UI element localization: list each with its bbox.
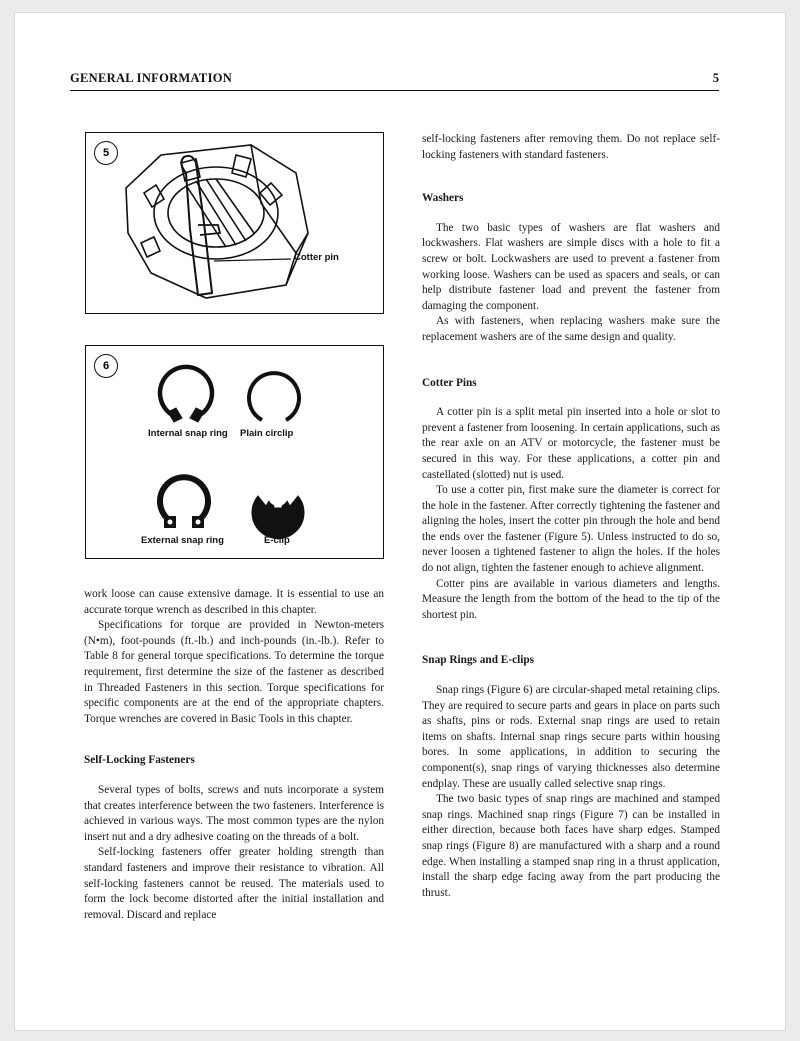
section-heading: Snap Rings and E-clips: [422, 654, 535, 667]
snap-ring-illustrations: [86, 346, 383, 558]
paragraph: Cotter pins are available in various diameters and lengths. Measure the length from the bottom of the head to the tip of the shortest pin.: [422, 577, 720, 621]
cotter-pin-label: Cotter pin: [294, 252, 339, 263]
paragraph: self-locking fasteners after removing them. Do not replace self-locking fasteners with standard fasteners.: [422, 133, 720, 161]
header-title: GENERAL INFORMATION: [70, 71, 233, 85]
figure-number: 5: [94, 141, 118, 165]
paragraph: A cotter pin is a split metal pin inserted into a hole or slot to prevent a fastener from loosening. In certain applications, such as the rear axle on an ATV or motorcycle, the fastener must be secured in this way. For these applications, a cotter pin and castellated (slotted) nut is used.: [422, 406, 720, 481]
right-column-text: [422, 132, 720, 901]
paragraph: Self-locking fasteners offer greater holding strength than standard fasteners and improve their resistance to vibration. All self-locking fasteners cannot be reused. The materials used to form the lock become distorted after the initial installation and removal. Discard and replace: [84, 846, 384, 921]
section-heading: Self-Locking Fasteners: [84, 754, 195, 767]
figure-number: 6: [94, 354, 118, 378]
external-snap-ring-label: External snap ring: [141, 535, 224, 546]
paragraph: Snap rings (Figure 6) are circular-shaped metal retaining clips. They are required to secure parts and gears in place on parts such as shafts, pins or rods. External snap rings are used to retain items on shafts. Internal snap rings secure parts within housing bores. In some applications, in addition to securing the component(s), snap rings of varying thicknesses also determine endplay. These are usually called selective snap rings.: [422, 684, 720, 790]
plain-circlip-label: Plain circlip: [240, 428, 294, 439]
figure-6-snap-rings: [85, 345, 384, 559]
paragraph: Several types of bolts, screws and nuts incorporate a system that creates interference between the two fasteners. Interference is achieved in various ways. The most common types are the nylon insert nut and a dry adhesive coating on the threads of a bolt.: [84, 783, 384, 843]
page-header: [70, 70, 719, 91]
section-heading: Washers: [422, 192, 464, 205]
figure-5-cotter-pin: [85, 132, 384, 314]
castellated-nut-illustration: [86, 133, 383, 313]
paragraph: The two basic types of washers are flat washers and lockwashers. Flat washers are simple discs with a hole to fit a screw or bolt. Lockwashers are used to prevent a fastener from working loose. Washers can be used as spacers and seals, or can help distribute fastener load and prevent the fastener from damaging the component.: [422, 221, 720, 312]
left-column-text: [84, 587, 384, 923]
section-heading: Cotter Pins: [422, 376, 477, 389]
page-number: 5: [712, 71, 719, 85]
paragraph: The two basic types of snap rings are machined and stamped snap rings. Machined snap rings (Figure 7) can be installed in either direction, because both faces have sharp edges. Stamped snap rings (Figure 8) are manufactured with a sharp and a round edge. When installing a stamped snap ring in a thrust application, install the sharp edge facing away from the part producing the thrust.: [422, 793, 720, 899]
paragraph: To use a cotter pin, first make sure the diameter is correct for the hole in the fastener. After correctly tightening the fastener and aligning the holes, insert the cotter pin through the hole and bend the ends over the fastener (Figure 5). Unless instructed to do so, never loosen a tightened fastener to align the holes. If the holes do not align, tighten the fastener enough to achieve alignment.: [422, 484, 720, 575]
internal-snap-ring-label: Internal snap ring: [148, 428, 228, 439]
paragraph: work loose can cause extensive damage. It is essential to use an accurate torque wrench as described in this chapter.: [84, 588, 384, 616]
paragraph: Specifications for torque are provided in Newton-meters (N•m), foot-pounds (ft.-lb.) and inch-pounds (in.-lb.). Refer to Table 8 for general torque specifications. To determine the torque requirement, first determine the size of the fastener as described in Threaded Fasteners in this section. Torque specifications for specific components are at the end of the appropriate chapters. Torque wrenches are covered in Basic Tools in this chapter.: [84, 619, 384, 725]
e-clip-label: E-clip: [264, 535, 290, 546]
paragraph: As with fasteners, when replacing washers make sure the replacement washers are of the same design and quality.: [422, 315, 720, 343]
